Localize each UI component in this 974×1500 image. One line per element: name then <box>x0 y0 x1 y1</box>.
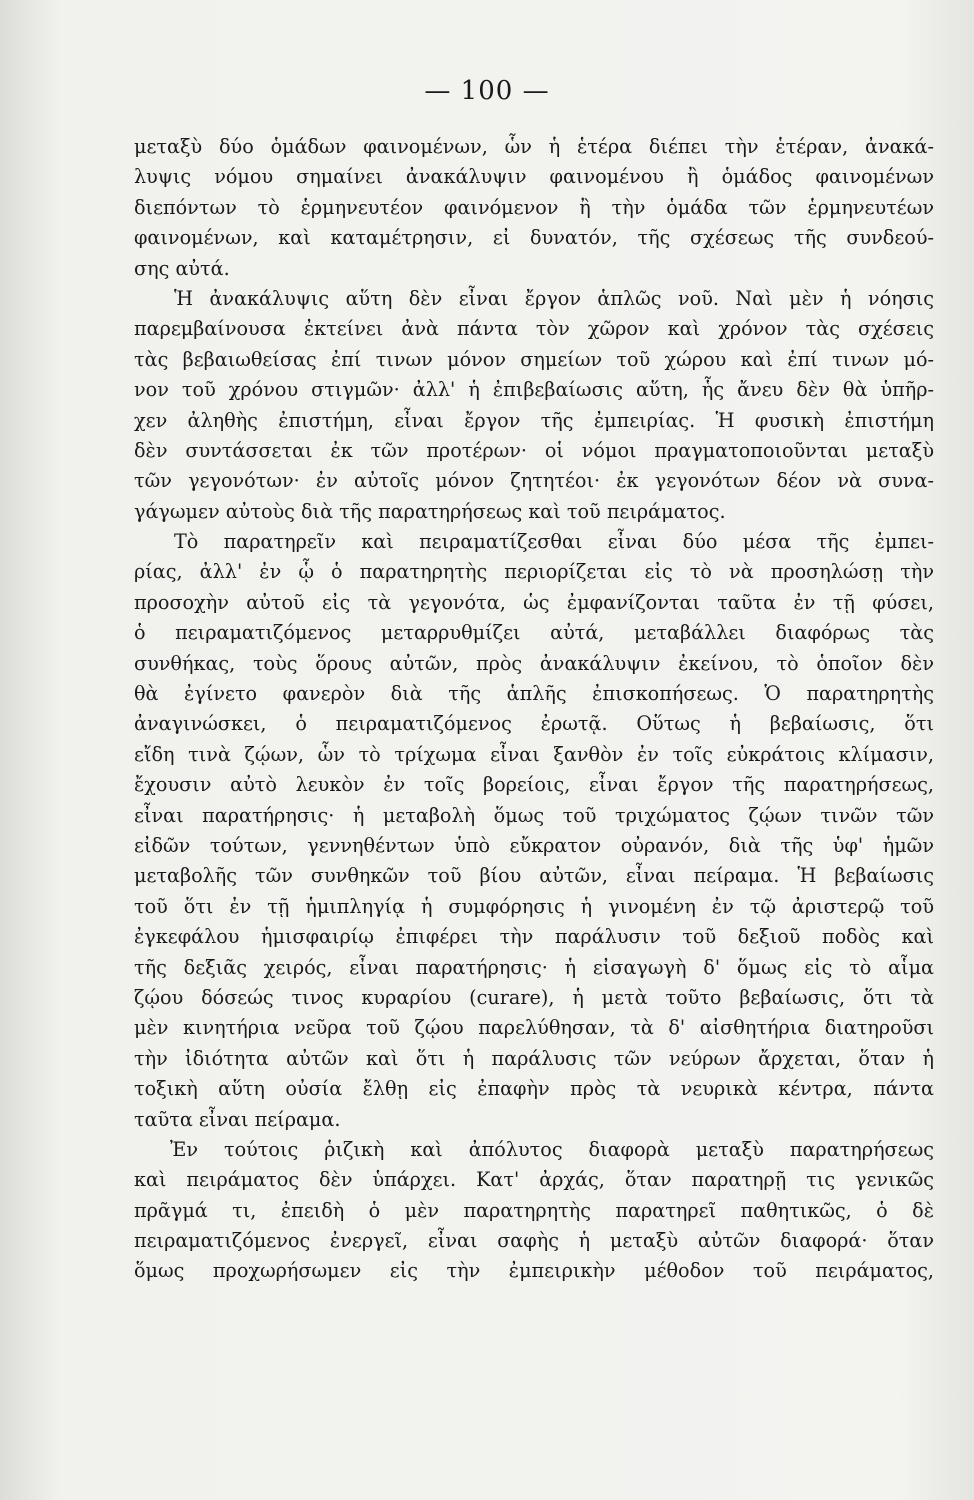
text-line: εἴδη τινὰ ζῴων, ὧν τὸ τρίχωμα εἶναι ξανθὸν ἐν τοῖς εὐκράτοις κλίμασιν, <box>134 742 934 766</box>
text-line: συνθήκας, τοὺς ὅρους αὐτῶν, πρὸς ἀνακάλυψιν ἐκείνου, τὸ ὁποῖον δὲν <box>134 651 934 675</box>
text-line: τοῦ ὅτι ἐν τῇ ἡμιπληγίᾳ ἡ συμφόρησις ἡ γινομένη ἐν τῷ ἀριστερῷ τοῦ <box>134 894 934 918</box>
text-line: νον τοῦ χρόνου στιγμῶν· ἀλλ' ἡ ἐπιβεβαίωσις αὕτη, ἧς ἄνευ δὲν θὰ ὑπῆρ- <box>134 378 934 402</box>
text-line: φαινομένων, καὶ καταμέτρησιν, εἰ δυνατόν, τῆς σχέσεως τῆς συνδεού- <box>134 226 934 250</box>
page-number: — 100 — <box>424 76 550 106</box>
text-line: λυψις νόμου σημαίνει ἀνακάλυψιν φαινομένου ἢ ὁμάδος φαινομένων <box>134 165 934 189</box>
text-line: ρίας, ἀλλ' ἐν ᾧ ὁ παρατηρητὴς περιορίζεται εἰς τὸ νὰ προσηλώσῃ τὴν <box>134 560 934 584</box>
text-line: μὲν κινητήρια νεῦρα τοῦ ζῴου παρελύθησαν, τὰ δ' αἰσθητήρια διατηροῦσι <box>134 1016 934 1040</box>
text-line: ἀναγινώσκει, ὁ πειραματιζόμενος ἐρωτᾷ. Οὕτως ἡ βεβαίωσις, ὅτι <box>134 712 934 736</box>
text-line: θὰ ἐγίνετο φανερὸν διὰ τῆς ἁπλῆς ἐπισκοπήσεως. Ὁ παρατηρητὴς <box>134 682 934 706</box>
text-line: ἐγκεφάλου ἡμισφαιρίῳ ἐπιφέρει τὴν παράλυσιν τοῦ δεξιοῦ ποδὸς καὶ <box>134 925 934 949</box>
text-line: εἶναι παρατήρησις· ἡ μεταβολὴ ὅμως τοῦ τριχώματος ζῴων τινῶν τῶν <box>134 803 934 827</box>
text-line: Ἐν τούτοις ῥιζικὴ καὶ ἀπόλυτος διαφορὰ μεταξὺ παρατηρήσεως <box>170 1137 934 1161</box>
text-line: παρεμβαίνουσα ἐκτείνει ἀνὰ πάντα τὸν χῶρον καὶ χρόνον τὰς σχέσεις <box>134 317 934 341</box>
text-line: διεπόντων τὸ ἑρμηνευτέον φαινόμενον ἢ τὴν ὁμάδα τῶν ἑρμηνευτέων <box>134 195 934 219</box>
text-line: ἔχουσιν αὐτὸ λευκὸν ἐν τοῖς βορείοις, εἶναι ἔργον τῆς παρατηρήσεως, <box>134 773 934 797</box>
text-line: ὁ πειραματιζόμενος μεταρρυθμίζει αὐτά, μεταβάλλει διαφόρως τὰς <box>134 621 934 645</box>
text-line: τῶν γεγονότων· ἐν αὐτοῖς μόνον ζητητέοι· ἐκ γεγονότων δέον νὰ συνα- <box>134 469 934 493</box>
text-line: τοξικὴ αὕτη οὐσία ἔλθῃ εἰς ἐπαφὴν πρὸς τὰ νευρικὰ κέντρα, πάντα <box>134 1077 934 1101</box>
text-line: πειραματιζόμενος ἐνεργεῖ, εἶναι σαφὴς ἡ μεταξὺ αὐτῶν διαφορά· ὅταν <box>134 1229 934 1253</box>
text-line: δὲν συντάσσεται ἐκ τῶν προτέρων· οἱ νόμοι πραγματοποιοῦνται μεταξὺ <box>134 438 934 462</box>
text-line: πρᾶγμά τι, ἐπειδὴ ὁ μὲν παρατηρητὴς παρατηρεῖ παθητικῶς, ὁ δὲ <box>134 1198 934 1222</box>
body-text <box>134 132 934 1287</box>
text-line: εἰδῶν τούτων, γεννηθέντων ὑπὸ εὔκρατον οὐρανόν, διὰ τῆς ὑφ' ἡμῶν <box>134 833 934 857</box>
text-line: χεν ἀληθὴς ἐπιστήμη, εἶναι ἔργον τῆς ἐμπειρίας. Ἡ φυσικὴ ἐπιστήμη <box>134 408 934 432</box>
text-line: μεταξὺ δύο ὁμάδων φαινομένων, ὧν ἡ ἑτέρα διέπει τὴν ἑτέραν, ἀνακά- <box>134 135 934 158</box>
text-line: μεταβολῆς τῶν συνθηκῶν τοῦ βίου αὐτῶν, εἶναι πείραμα. Ἡ βεβαίωσις <box>134 864 934 888</box>
text-line: τὰς βεβαιωθείσας ἐπί τινων μόνον σημείων τοῦ χώρου καὶ ἐπί τινων μό- <box>134 347 934 371</box>
text-line: Τὸ παρατηρεῖν καὶ πειραματίζεσθαι εἶναι δύο μέσα τῆς ἐμπει- <box>174 530 934 554</box>
text-line: ταῦτα εἶναι πείραμα. <box>134 1107 341 1131</box>
text-line: τὴν ἰδιότητα αὐτῶν καὶ ὅτι ἡ παράλυσις τῶν νεύρων ἄρχεται, ὅταν ἡ <box>134 1046 934 1070</box>
text-line: προσοχὴν αὐτοῦ εἰς τὰ γεγονότα, ὡς ἐμφανίζονται ταῦτα ἐν τῇ φύσει, <box>134 590 934 614</box>
text-line: τῆς δεξιᾶς χειρός, εἶναι παρατήρησις· ἡ εἰσαγωγὴ δ' ὅμως εἰς τὸ αἷμα <box>134 955 934 979</box>
text-line: Ἡ ἀνακάλυψις αὕτη δὲν εἶναι ἔργον ἁπλῶς νοῦ. Ναὶ μὲν ἡ νόησις <box>174 286 934 310</box>
text-line: ὅμως προχωρήσωμεν εἰς τὴν ἐμπειρικὴν μέθοδον τοῦ πειράματος, <box>134 1259 934 1283</box>
text-line: καὶ πειράματος δὲν ὑπάρχει. Κατ' ἀρχάς, ὅταν παρατηρῇ τις γενικῶς <box>134 1168 934 1192</box>
text-line: ζῴου δόσεώς τινος κυραρίου (curare), ἡ μετὰ τοῦτο βεβαίωσις, ὅτι τὰ <box>134 985 934 1009</box>
text-line: σης αὐτά. <box>134 256 230 280</box>
text-line: γάγωμεν αὐτοὺς διὰ τῆς παρατηρήσεως καὶ τοῦ πειράματος. <box>134 499 726 523</box>
